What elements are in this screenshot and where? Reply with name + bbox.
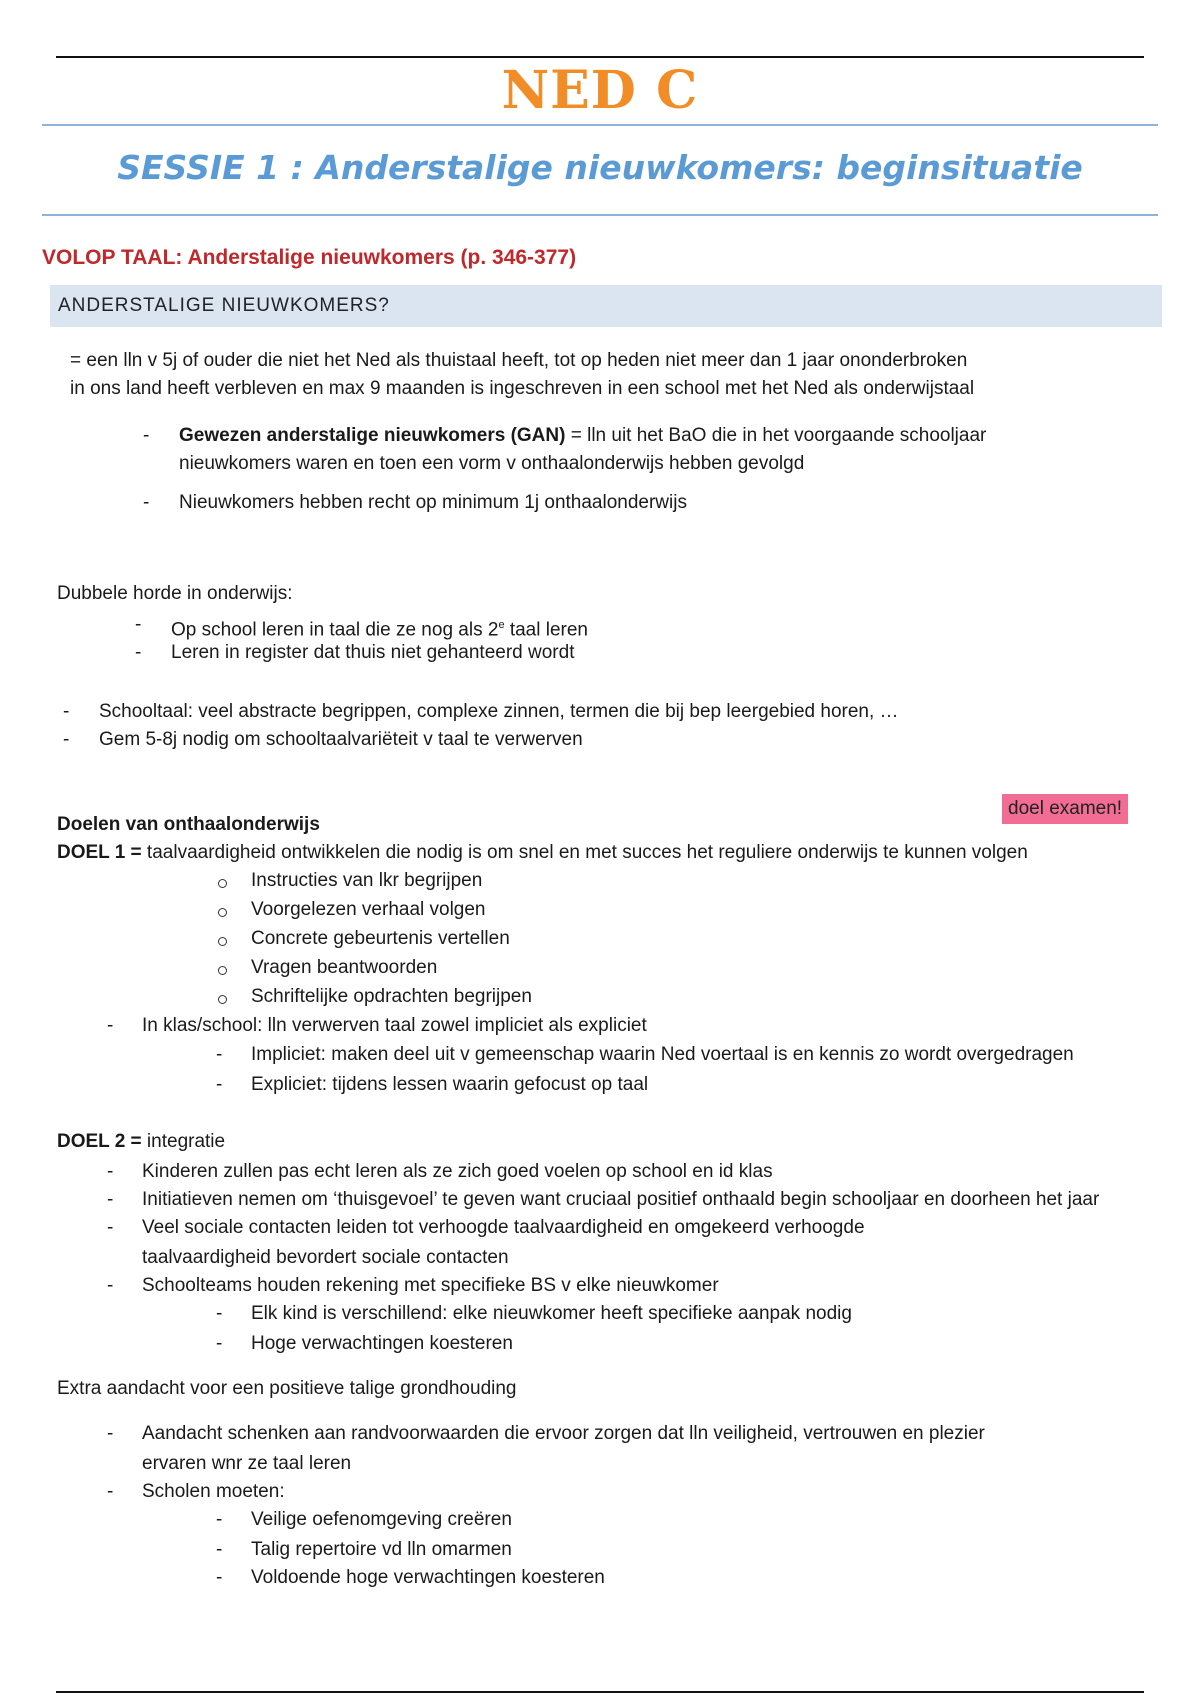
- doel-2-item: Kinderen zullen pas echt leren als ze zich goed voelen op school en id klas: [142, 1161, 773, 1182]
- bullet-dash: -: [216, 1509, 223, 1530]
- dubbele-heading: Dubbele horde in onderwijs:: [57, 583, 293, 604]
- doel-2-line: [57, 1128, 225, 1156]
- exam-highlight-badge: doel examen!: [1002, 794, 1128, 824]
- klas-item: In klas/school: lln verwerven taal zowel impliciet als expliciet: [142, 1015, 647, 1036]
- bullet-dash: -: [216, 1539, 223, 1560]
- bullet-dash: -: [135, 614, 142, 635]
- session-underline: [42, 214, 1158, 216]
- doel-2-text: integratie: [141, 1131, 226, 1152]
- extra-sub-item: Talig repertoire vd lln omarmen: [251, 1539, 512, 1560]
- title-underline: [42, 124, 1158, 126]
- gan-line-1: [179, 422, 986, 450]
- bs-sub-item: Elk kind is verschillend: elke nieuwkomer heeft specifieke aanpak nodig: [251, 1303, 852, 1324]
- doel-1-label: DOEL 1 =: [57, 842, 142, 863]
- extra-heading: Extra aandacht voor een positieve talige grondhouding: [57, 1378, 517, 1399]
- circle-bullet-icon: [218, 995, 227, 1004]
- bullet-dash: -: [216, 1333, 223, 1354]
- bullet-dash: -: [107, 1189, 114, 1210]
- dubbele-item-1-text: Op school leren in taal die ze nog als 2: [171, 619, 499, 641]
- doel-2-item: Initiatieven nemen om ‘thuisgevoel’ te geven want cruciaal positief onthaald begin schooljaar en doorheen het jaar: [142, 1189, 1100, 1210]
- schooltaal-item-2: Gem 5-8j nodig om schooltaalvariëteit v taal te verwerven: [99, 729, 583, 750]
- superscript: e: [498, 619, 505, 631]
- circle-bullet-icon: [218, 908, 227, 917]
- dubbele-item-2: Leren in register dat thuis niet gehanteerd wordt: [171, 642, 575, 663]
- doel-1-item: Schriftelijke opdrachten begrijpen: [251, 986, 532, 1007]
- bullet-dash: -: [107, 1161, 114, 1182]
- doel-2-item-continued: taalvaardigheid bevordert sociale contacten: [142, 1247, 509, 1268]
- definition-line-2: in ons land heeft verbleven en max 9 maanden is ingeschreven in een school met het Ned als onderwijstaal: [70, 378, 975, 399]
- dubbele-item-1-end: taal leren: [504, 619, 589, 641]
- bullet-dash: -: [107, 1015, 114, 1036]
- extra-sub-item: Voldoende hoge verwachtingen koesteren: [251, 1567, 605, 1588]
- extra-item-2: Scholen moeten:: [142, 1481, 285, 1502]
- bullet-dash: -: [135, 642, 142, 663]
- bottom-rule: [56, 1691, 1144, 1693]
- definition-line-1: = een lln v 5j of ouder die niet het Ned als thuistaal heeft, tot op heden niet meer dan 1 jaar ononderbroken: [70, 350, 968, 371]
- gan-definition: = lln uit het BaO die in het voorgaande schooljaar: [565, 425, 987, 446]
- doel-2-item: Veel sociale contacten leiden tot verhoogde taalvaardigheid en omgekeerd verhoogde: [142, 1217, 865, 1238]
- bullet-dash: -: [216, 1303, 223, 1324]
- bullet-dash: -: [143, 425, 150, 446]
- bullet-dash: -: [107, 1423, 114, 1444]
- section-heading: [50, 285, 1162, 327]
- klas-sub-item: Expliciet: tijdens lessen waarin gefocust op taal: [251, 1074, 649, 1095]
- extra-item-1: Aandacht schenken aan randvoorwaarden die ervoor zorgen dat lln veiligheid, vertrouwen en plezier: [142, 1423, 985, 1444]
- right-item: Nieuwkomers hebben recht op minimum 1j onthaalonderwijs: [179, 492, 687, 513]
- bullet-dash: -: [216, 1044, 223, 1065]
- doel-1-item: Vragen beantwoorden: [251, 957, 438, 978]
- extra-sub-item: Veilige oefenomgeving creëren: [251, 1509, 512, 1530]
- section-heading-text: ANDERSTALIGE NIEUWKOMERS?: [58, 295, 390, 316]
- circle-bullet-icon: [218, 966, 227, 975]
- bullet-dash: -: [216, 1074, 223, 1095]
- doel-1-line: [57, 839, 1028, 867]
- doelen-heading: Doelen van onthaalonderwijs: [57, 814, 320, 835]
- doel-1-item: Concrete gebeurtenis vertellen: [251, 928, 510, 949]
- document-title: NED C: [501, 60, 699, 121]
- klas-sub-item: Impliciet: maken deel uit v gemeenschap waarin Ned voertaal is en kennis zo wordt overgedragen: [251, 1044, 1074, 1065]
- source-reference: VOLOP TAAL: Anderstalige nieuwkomers (p. 346-377): [42, 246, 577, 269]
- bullet-dash: -: [63, 729, 70, 750]
- bullet-dash: -: [107, 1275, 114, 1296]
- circle-bullet-icon: [218, 937, 227, 946]
- doel-1-item: Voorgelezen verhaal volgen: [251, 899, 486, 920]
- bullet-dash: -: [216, 1567, 223, 1588]
- bullet-dash: -: [107, 1481, 114, 1502]
- doel-2-item: Schoolteams houden rekening met specifieke BS v elke nieuwkomer: [142, 1275, 719, 1296]
- schooltaal-item-1: Schooltaal: veel abstracte begrippen, complexe zinnen, termen die bij bep leergebied horen, …: [99, 701, 899, 722]
- session-title: SESSIE 1 : Anderstalige nieuwkomers: beginsituatie: [117, 148, 1083, 187]
- bs-sub-item: Hoge verwachtingen koesteren: [251, 1333, 513, 1354]
- gan-term: Gewezen anderstalige nieuwkomers (GAN): [179, 425, 566, 446]
- circle-bullet-icon: [218, 879, 227, 888]
- extra-item-1-continued: ervaren wnr ze taal leren: [142, 1453, 352, 1474]
- doel-2-label: DOEL 2 =: [57, 1131, 142, 1152]
- gan-line-2: nieuwkomers waren en toen een vorm v onthaalonderwijs hebben gevolgd: [179, 453, 805, 474]
- doel-1-text: taalvaardigheid ontwikkelen die nodig is om snel en met succes het reguliere onderwijs te kunnen volgen: [141, 842, 1028, 863]
- bullet-dash: -: [143, 492, 150, 513]
- bullet-dash: -: [107, 1217, 114, 1238]
- bullet-dash: -: [63, 701, 70, 722]
- doel-1-item: Instructies van lkr begrijpen: [251, 870, 483, 891]
